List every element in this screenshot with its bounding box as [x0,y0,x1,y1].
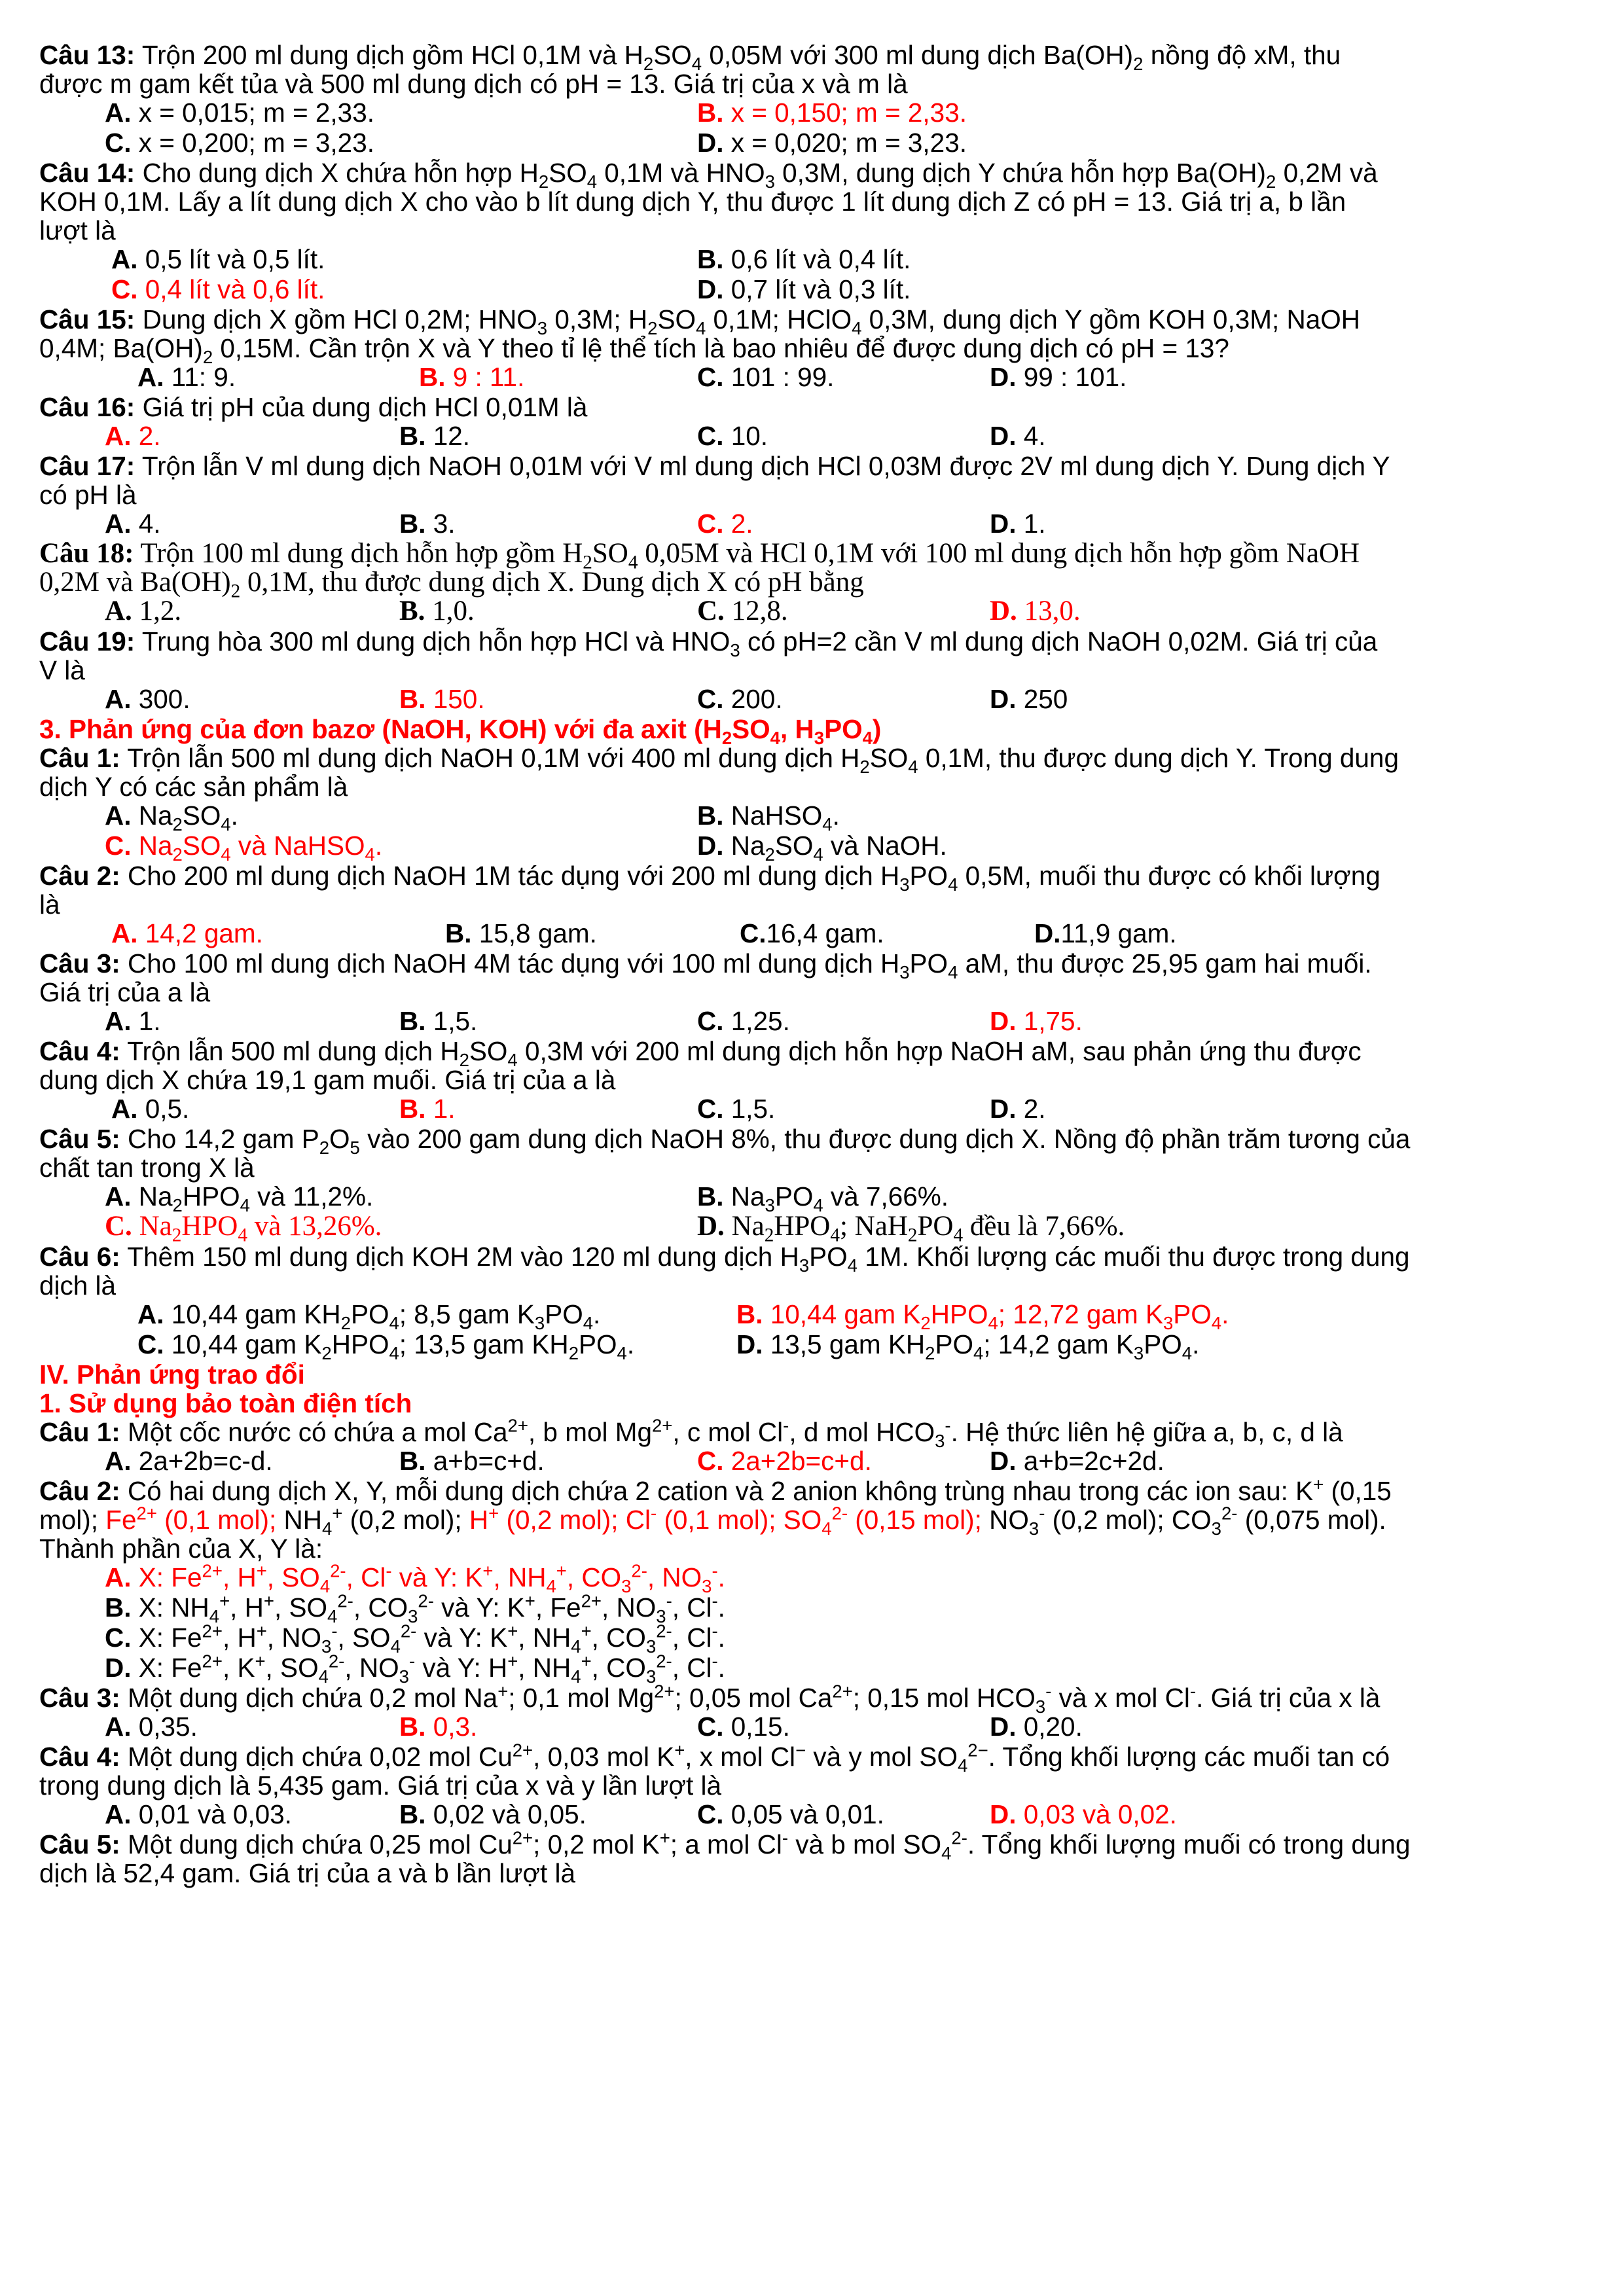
question-text-line: trong dung dịch là 5,435 gam. Giá trị của x và y lần lượt là [39,1770,721,1801]
answer-option-a[interactable]: A. 10,44 gam $KH_2PO_4$; 8,5 gam $K_3PO_4$. [137,1299,601,1334]
answer-option-b[interactable]: B. 12. [399,421,471,451]
answer-option-b[interactable]: B. 0,3. [399,1712,478,1742]
question-text-line: Câu 16: Giá trị pH của dung dịch HCl 0,01M là [39,392,588,422]
question-q13 [39,41,1591,157]
answer-options-row [39,98,1591,127]
option-letter: C. [697,509,724,539]
option-letter: C. [740,918,767,948]
question-label: Câu 6: [39,1242,120,1272]
question-s3q4 [39,1037,1591,1123]
answer-option-b[interactable]: B. 1,5. [399,1006,478,1036]
question-text-line: Câu 1: Một cốc nước có chứa a mol $Ca^{2+}$, b mol $Mg^{2+}$, c mol Cl-, d mol $HCO_3^-$. Hệ thức liên hệ giữa a, b, c, d là [39,1415,1343,1452]
option-letter: A. [105,1799,132,1829]
option-letter: B. [697,98,724,128]
option-letter: D. [697,831,724,861]
option-letter: D. [990,1712,1017,1742]
question-label: Câu 15: [39,304,135,334]
answer-options-row [39,597,1591,626]
question-s3q6 [39,1242,1591,1364]
answer-option-a[interactable]: A. 4. [105,509,161,539]
answer-option-b[interactable]: B. $Na_3PO_4$ và 7,66%. [697,1181,949,1216]
option-letter: C. [697,684,724,714]
answer-option-d[interactable]: D. $Na_2SO_4$ và NaOH. [697,831,947,865]
question-text-line: Câu 4: Trộn lẫn 500 ml dung dịch $H_2SO_4$ 0,3M với 200 ml dung dịch hỗn hợp NaOH aM, sau phản ứng thu được [39,1036,1362,1071]
answer-option-a[interactable]: A. 300. [105,684,190,714]
question-label: Câu 4: [39,1742,120,1772]
question-text-line: lượt là [39,215,116,245]
question-s4q5 [39,1827,1591,1888]
question-text-line: Câu 18: Trộn 100 ml dung dịch hỗn hợp gồm $H_2SO_4$ 0,05M và HCl 0,1M với 100 ml dung dịch hỗn hợp gồm NaOH [39,538,1360,573]
question-label: Câu 5: [39,1829,120,1859]
answer-options-row [39,919,1591,948]
option-letter: D. [697,274,724,304]
option-letter: B. [399,1799,426,1829]
question-text-line: Câu 5: Cho 14,2 gam $P_2O_5$ vào 200 gam dung dịch NaOH 8%, thu được dung dịch X. Nồng độ phần trăm tương của [39,1124,1411,1158]
option-letter: B. [399,596,425,626]
answer-options-row [39,1181,1591,1216]
answer-options-row [39,1211,1591,1246]
answer-option-a[interactable]: A. $Na_2HPO_4$ và 11,2%. [105,1181,374,1216]
option-letter: B. [399,1446,426,1476]
option-letter: A. [105,1712,132,1742]
question-label: Câu 1: [39,1417,120,1447]
answer-option-c[interactable]: C. 1,25. [697,1006,790,1036]
answer-option-c[interactable]: C. 2. [697,509,753,539]
question-text-line: Câu 14: Cho dung dịch X chứa hỗn hợp $H_2SO_4$ 0,1M và $HNO_3$ 0,3M, dung dịch Y chứa hỗn hợp $Ba(OH)_2$ 0,2M và [39,158,1378,192]
question-label: Câu 17: [39,451,135,481]
option-letter: A. [105,596,132,626]
answer-option-c[interactable]: C. 200. [697,684,783,714]
option-letter: B. [105,1592,132,1623]
question-s4q2 [39,1474,1591,1687]
option-letter: C. [697,1446,724,1476]
option-letter: A. [105,1006,132,1036]
section-title: 3. Phản ứng của đơn bazơ (NaOH, KOH) với đa axit ($H_2SO_4$, $H_3PO_4$) [39,714,882,749]
answer-option-d[interactable]: D. a+b=2c+2d. [990,1446,1164,1476]
answer-option-c[interactable]: C. 101 : 99. [697,362,835,392]
answer-option-a[interactable]: A. x = 0,015; m = 2,33. [105,98,374,128]
option-letter: A. [105,98,132,128]
question-s4q1 [39,1415,1591,1476]
question-text-line: Câu 3: Một dung dịch chứa 0,2 mol Na+; 0,1 mol $Mg^{2+}$; 0,05 mol $Ca^{2+}$; 0,15 mol $HCO_3^-$ và x mol Cl-. Giá trị của x là [39,1681,1380,1717]
question-s4q3 [39,1683,1591,1741]
option-letter: C. [697,596,725,626]
answer-option-d[interactable]: D. 1. [990,509,1046,539]
answer-option-a[interactable]: A. 1,2. [105,596,182,626]
document-page [39,41,1591,1888]
option-letter: B. [697,800,724,831]
answer-option-c[interactable]: C. 2a+2b=c+d. [697,1446,872,1476]
option-letter: D. [990,1006,1017,1036]
option-letter: C. [697,1799,724,1829]
answer-options-row [39,1560,1591,1597]
question-text-line: Câu 1: Trộn lẫn 500 ml dung dịch NaOH 0,1M với 400 ml dung dịch $H_2SO_4$ 0,1M, thu được dung dịch Y. Trong dung [39,743,1399,778]
answer-option-d[interactable]: D. 13,5 gam $KH_2PO_4$; 14,2 gam $K_3PO_4$. [736,1329,1200,1364]
answer-option-c[interactable]: C. $Na_2HPO_4$ và 13,26%. [105,1211,382,1246]
answer-option-d[interactable]: D. 13,0. [990,596,1081,626]
question-label: Câu 18: [39,538,134,569]
section-title: 1. Sử dụng bảo toàn điện tích [39,1388,412,1418]
question-label: Câu 5: [39,1124,120,1154]
question-q15 [39,305,1591,391]
option-letter: D. [990,1799,1017,1829]
question-text-line: Câu 4: Một dung dịch chứa 0,02 mol $Cu^{2+}$, 0,03 mol K+, x mol Cl− và y mol $SO_4^{2-}$. Tổng khối lượng các muối tan có [39,1740,1390,1776]
answer-options-row [39,1590,1591,1627]
question-text-line: chất tan trong X là [39,1153,255,1183]
section-title: IV. Phản ứng trao đổi [39,1359,305,1390]
answer-option-a[interactable]: A. $Na_2SO_4$. [105,800,238,835]
question-q16 [39,393,1591,450]
answer-options-row [39,363,1591,391]
option-letter: B. [399,1094,426,1124]
option-letter: D. [105,1653,132,1683]
question-label: Câu 14: [39,158,135,188]
question-text-line: Câu 2: Có hai dung dịch X, Y, mỗi dung dịch chứa 2 cation và 2 anion không trùng nhau trong các ion sau: K+ (0,15 [39,1474,1392,1506]
answer-options-row [39,245,1591,274]
answer-option-b[interactable]: B. 1. [399,1094,456,1124]
option-letter: A. [105,509,132,539]
option-letter: B. [445,918,472,948]
option-letter: B. [697,1181,724,1211]
answer-option-a[interactable]: A. 0,01 và 0,03. [105,1799,292,1829]
question-s3q3 [39,949,1591,1035]
option-letter: D. [697,1211,725,1242]
answer-option-b[interactable]: B. 9 : 11. [419,362,525,392]
question-label: Câu 2: [39,1476,120,1506]
answer-option-a[interactable]: A. 2. [105,421,161,451]
question-text-line: Câu 2: Cho 200 ml dung dịch NaOH 1M tác dụng với 200 ml dung dịch $H_3PO_4$ 0,5M, muối thu được có khối lượng [39,861,1380,895]
answer-options-row [39,509,1591,538]
option-letter: A. [137,362,164,392]
question-label: Câu 2: [39,861,120,891]
question-text-line: có pH là [39,480,137,510]
option-letter: A. [111,244,138,274]
question-text-line: dung dịch X chứa 19,1 gam muối. Giá trị của a là [39,1065,616,1095]
option-letter: A. [105,1446,132,1476]
question-q17 [39,452,1591,538]
answer-option-a[interactable]: A. 1. [105,1006,161,1036]
section-heading [39,1389,1591,1418]
answer-option-d[interactable]: D. 250 [990,684,1068,714]
question-s3q1 [39,743,1591,865]
answer-option-d[interactable]: D.11,9 gam. [1034,918,1177,948]
option-letter: D. [990,596,1017,626]
answer-options-row [39,800,1591,835]
answer-option-d[interactable]: D. $Na_2HPO_4$; $NaH_2PO_4$ đều là 7,66%. [697,1211,1125,1246]
answer-option-a[interactable]: A. 2a+2b=c-d. [105,1446,273,1476]
question-label: Câu 13: [39,40,135,70]
answer-option-a[interactable]: A. 0,5. [111,1094,190,1124]
option-letter: A. [105,421,132,451]
question-text-line: V là [39,655,85,685]
answer-options-row [39,1007,1591,1035]
answer-option-a[interactable]: A. X: $Fe^{2+}$, H+, $SO_4^{2-}$, Cl- và Y: K+, $NH_4^+$, $CO_3^{2-}$, $NO_3^-$. [105,1560,725,1597]
option-letter: D. [990,362,1017,392]
option-letter: D. [1034,918,1061,948]
answer-options-row [39,1094,1591,1123]
question-text-line: Câu 19: Trung hòa 300 ml dung dịch hỗn hợp HCl và $HNO_3$ có pH=2 cần V ml dung dịch NaOH 0,02M. Giá trị của [39,626,1378,661]
option-letter: B. [399,1006,426,1036]
answer-option-b[interactable]: B. 0,6 lít và 0,4 lít. [697,244,911,274]
option-letter: A. [137,1299,164,1329]
section-heading [39,1360,1591,1389]
answer-option-b[interactable]: B. X: $NH_4^+$, H+, $SO_4^{2-}$, $CO_3^{2-}$ và Y: K+, $Fe^{2+}$, $NO_3^-$, Cl-. [105,1590,725,1627]
option-letter: D. [990,1094,1017,1124]
option-letter: C. [697,1712,724,1742]
question-label: Câu 3: [39,1683,120,1713]
answer-option-b[interactable]: B. 150. [399,684,485,714]
answer-option-a[interactable]: A. 11: 9. [137,362,236,392]
question-s4q4 [39,1742,1591,1829]
answer-option-d[interactable]: D. 0,7 lít và 0,3 lít. [697,274,911,304]
answer-option-c[interactable]: C. 0,15. [697,1712,790,1742]
answer-option-d[interactable]: D. 4. [990,421,1046,451]
answer-option-b[interactable]: B. NaHSO$_4$. [697,800,840,835]
answer-options-row [39,831,1591,865]
option-letter: A. [111,918,138,948]
answer-option-b[interactable]: B. 1,0. [399,596,475,626]
question-text-line: dịch là 52,4 gam. Giá trị của a và b lần lượt là [39,1858,576,1888]
answer-option-c[interactable]: C. 0,05 và 0,01. [697,1799,884,1829]
answer-option-b[interactable]: B. 0,02 và 0,05. [399,1799,586,1829]
option-letter: A. [105,800,132,831]
answer-option-c[interactable]: C. 10. [697,421,768,451]
question-text-line: Câu 3: Cho 100 ml dung dịch NaOH 4M tác dụng với 100 ml dung dịch $H_3PO_4$ aM, thu được 25,95 gam hai muối. [39,948,1372,983]
question-s3q5 [39,1124,1591,1246]
question-text-line: 0,4M; $Ba(OH)_2$ 0,15M. Cần trộn X và Y theo tỉ lệ thể tích là bao nhiêu để được dung dịch có pH = 13? [39,333,1229,368]
option-letter: A. [105,1181,132,1211]
answer-options-row [39,1800,1591,1829]
answer-option-c[interactable]: C. x = 0,200; m = 3,23. [105,128,374,158]
question-text-line: Giá trị của a là [39,977,211,1007]
option-letter: B. [697,244,724,274]
question-label: Câu 4: [39,1036,120,1066]
answer-option-c[interactable]: C. 0,4 lít và 0,6 lít. [111,274,325,304]
answer-option-d[interactable]: D. X: $Fe^{2+}$, K+, $SO_4^{2-}$, $NO_3^-$ và Y: H+, $NH_4^+$, $CO_3^{2-}$, Cl-. [105,1651,725,1687]
question-s3q2 [39,861,1591,948]
option-letter: C. [111,274,138,304]
answer-options-row [39,1621,1591,1657]
answer-options-row [39,275,1591,304]
answer-option-b[interactable]: B. x = 0,150; m = 2,33. [697,98,967,128]
question-text-line: dịch Y có các sản phẩm là [39,772,348,802]
answer-options-row [39,1712,1591,1741]
option-letter: D. [736,1329,763,1359]
question-text-line: mol); $Fe^{2+}$ (0,1 mol); $NH_4^+$ (0,2 mol); H+ (0,2 mol); Cl- (0,1 mol); $SO_4^{2-}$ (0,15 mol); $NO_3^-$ (0,2 mol); $CO_3^{2-}$ (0,075 mol). [39,1503,1386,1539]
question-text-line: Câu 13: Trộn 200 ml dung dịch gồm HCl 0,1M và $H_2SO_4$ 0,05M với 300 ml dung dịch $Ba(OH)_2$ nồng độ xM, thu [39,40,1341,75]
option-letter: D. [697,128,724,158]
question-text-line: KOH 0,1M. Lấy a lít dung dịch X cho vào b lít dung dịch Y, thu được 1 lít dung dịch Z có pH = 13. Giá trị a, b lần [39,187,1346,217]
answer-options-row [39,1299,1591,1334]
answer-options-row [39,1651,1591,1687]
option-letter: C. [105,831,132,861]
question-label: Câu 16: [39,392,135,422]
answer-option-a[interactable]: A. 14,2 gam. [111,918,263,948]
option-letter: D. [990,421,1017,451]
option-letter: D. [990,684,1017,714]
answer-option-d[interactable]: D. 2. [990,1094,1046,1124]
option-letter: C. [697,1006,724,1036]
question-text-line: Câu 17: Trộn lẫn V ml dung dịch NaOH 0,01M với V ml dung dịch HCl 0,03M được 2V ml dung dịch Y. Dung dịch Y [39,451,1390,481]
option-letter: A. [105,684,132,714]
answer-option-d[interactable]: D. 99 : 101. [990,362,1127,392]
answer-options-row [39,128,1591,157]
question-q14 [39,158,1591,304]
question-text-line: là [39,889,60,920]
option-letter: B. [399,684,426,714]
question-text-line: 0,2M và $Ba(OH)_2$ 0,1M, thu được dung dịch X. Dung dịch X có pH bằng [39,567,864,602]
question-label: Câu 3: [39,948,120,978]
answer-option-a[interactable]: A. 0,5 lít và 0,5 lít. [111,244,325,274]
option-letter: C. [105,128,132,158]
option-letter: C. [697,362,724,392]
option-letter: C. [697,421,724,451]
answer-option-c[interactable]: C. X: $Fe^{2+}$, H+, $NO_3^-$, $SO_4^{2-}$ và Y: K+, $NH_4^+$, $CO_3^{2-}$, Cl-. [105,1621,725,1657]
answer-option-d[interactable]: D. 0,20. [990,1712,1083,1742]
option-letter: B. [399,421,426,451]
answer-option-c[interactable]: C. 10,44 gam $K_2HPO_4$; 13,5 gam $KH_2PO_4$. [137,1329,635,1364]
answer-option-b[interactable]: B. a+b=c+d. [399,1446,545,1476]
option-letter: D. [990,509,1017,539]
question-text-line: Câu 6: Thêm 150 ml dung dịch KOH 2M vào 120 ml dung dịch $H_3PO_4$ 1M. Khối lượng các muối thu được trong dung [39,1242,1410,1276]
answer-option-c[interactable]: C.16,4 gam. [740,918,884,948]
question-q19 [39,627,1591,713]
answer-options-row [39,685,1591,713]
answer-option-d[interactable]: D. 1,75. [990,1006,1083,1036]
option-letter: C. [105,1623,132,1653]
answer-options-row [39,1446,1591,1475]
option-letter: D. [990,1446,1017,1476]
answer-option-b[interactable]: B. 15,8 gam. [445,918,597,948]
answer-option-c[interactable]: C. 12,8. [697,596,788,626]
option-letter: A. [105,1562,132,1592]
option-letter: C. [137,1329,164,1359]
question-q18 [39,539,1591,626]
answer-option-b[interactable]: B. 3. [399,509,456,539]
option-letter: B. [399,1712,426,1742]
question-label: Câu 19: [39,626,135,656]
question-text-line: Câu 5: Một dung dịch chứa 0,25 mol $Cu^{2+}$; 0,2 mol K+; a mol Cl- và b mol $SO_4^{2-}$. Tổng khối lượng muối có trong dung [39,1827,1411,1864]
option-letter: B. [736,1299,763,1329]
option-letter: C. [697,1094,724,1124]
question-text-line: dịch là [39,1270,117,1300]
answer-options-row [39,422,1591,450]
answer-option-c[interactable]: C. $Na_2SO_4$ và NaHSO$_4$. [105,831,383,865]
option-letter: B. [419,362,446,392]
option-letter: C. [105,1211,132,1242]
answer-option-b[interactable]: B. 10,44 gam $K_2HPO_4$; 12,72 gam $K_3PO_4$. [736,1299,1229,1334]
answer-option-c[interactable]: C. 1,5. [697,1094,776,1124]
question-text-line: Thành phần của X, Y là: [39,1534,323,1564]
question-text-line: được m gam kết tủa và 500 ml dung dịch có pH = 13. Giá trị của x và m là [39,69,908,99]
answer-option-d[interactable]: D. x = 0,020; m = 3,23. [697,128,967,158]
answer-option-d[interactable]: D. 0,03 và 0,02. [990,1799,1177,1829]
answer-options-row [39,1329,1591,1364]
answer-option-a[interactable]: A. 0,35. [105,1712,198,1742]
question-label: Câu 1: [39,743,120,773]
question-text-line: Câu 15: Dung dịch X gồm HCl 0,2M; $HNO_3$ 0,3M; $H_2SO_4$ 0,1M; HClO$_4$ 0,3M, dung dịch Y gồm KOH 0,3M; NaOH [39,304,1361,339]
option-letter: B. [399,509,426,539]
section-heading [39,714,1591,749]
option-letter: A. [111,1094,138,1124]
